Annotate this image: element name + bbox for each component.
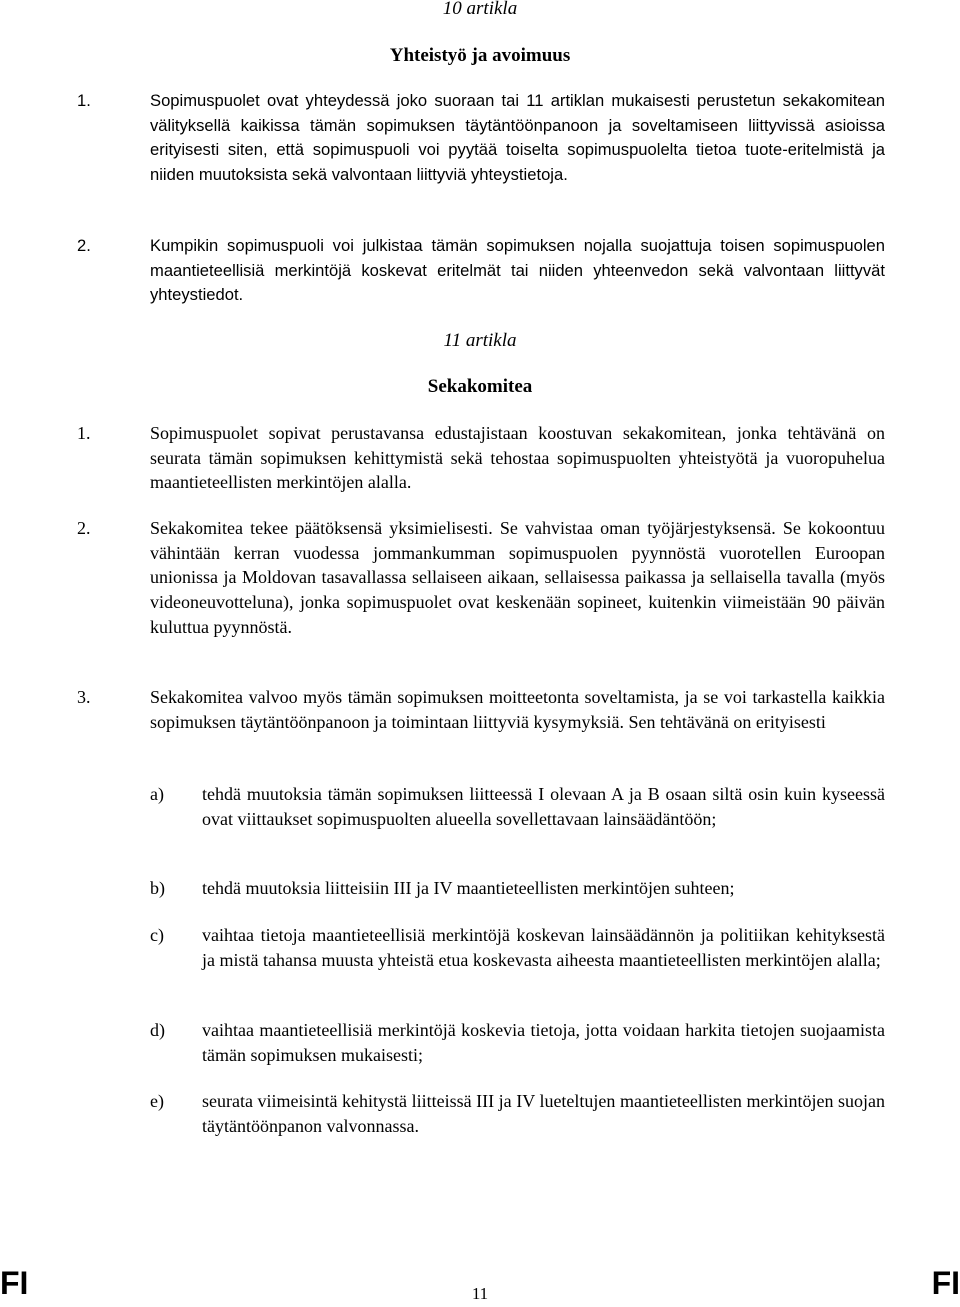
page-number: 11 [471, 1284, 489, 1303]
paragraph-text: Sopimuspuolet sopivat perustavansa edustajistaan koostuvan sekakomitean, jonka tehtävänä on seurata tämän sopimuksen kehittymistä sekä tehostaa sopimuspuolten yhteistyötä ja vuoropuhelua maantieteellisten merkintöjen alalla. [150, 423, 885, 493]
article-10-paragraph-1 [77, 89, 885, 188]
article-11-paragraph-3 [77, 685, 885, 734]
paragraph-text: Kumpikin sopimuspuoli voi julkistaa tämän sopimuksen nojalla suojattuja toisen sopimuspuolen maantieteellisiä merkintöjä koskevat eritelmät tai niiden yhteenvedon sekä valvontaan liittyvät yhteystiedot. [150, 236, 885, 305]
article-11-heading: Sekakomitea [427, 376, 533, 397]
list-item-text: seurata viimeisintä kehitystä liitteissä III ja IV lueteltujen maantieteellisten merkintöjen suojan täytäntöönpanon valvonnassa. [202, 1091, 885, 1136]
paragraph-text: Sekakomitea valvoo myös tämän sopimuksen moitteetonta soveltamista, ja se voi tarkastella kaikkia sopimuksen täytäntöönpanoon ja toimintaan liittyviä kysymyksiä. Sen tehtävänä on erityisesti [150, 687, 885, 732]
paragraph-number: 3. [77, 687, 91, 707]
article-10-heading: Yhteistyö ja avoimuus [389, 45, 571, 66]
list-item-label: c) [150, 925, 164, 945]
paragraph-number: 1. [77, 423, 91, 443]
list-item-label: e) [150, 1091, 164, 1111]
paragraph-number: 1. [77, 91, 91, 110]
article-11-title: 11 artikla [443, 330, 517, 351]
article-11-paragraph-1 [77, 421, 885, 495]
list-item-text: tehdä muutoksia liitteisiin III ja IV maantieteellisten merkintöjen suhteen; [202, 878, 735, 898]
list-item-text: tehdä muutoksia tämän sopimuksen liitteessä I olevaan A ja B osaan siltä osin kuin kyseessä ovat viittaukset sopimuspuolten alueella sovellettavaan lainsäädäntöön; [202, 784, 885, 829]
list-item-a [150, 782, 885, 831]
paragraph-number: 2. [77, 236, 91, 255]
list-item-label: d) [150, 1020, 165, 1040]
list-item-b [150, 876, 885, 901]
list-item-e [150, 1089, 885, 1138]
paragraph-text: Sekakomitea tekee päätöksensä yksimielisesti. Se vahvistaa oman työjärjestyksensä. Se kokoontuu vähintään kerran vuodessa jommankumman sopimuspuolen pyynnöstä vuorotellen Euroopan unionissa ja Moldovan tasavallassa sellaiseen aikaan, sellaisessa paikassa ja sellaisella tavalla (myös videoneuvotteluna), jonka sopimuspuolet ovat keskenään sopineet, kuitenkin viimeistään 90 päivän kuluttua pyynnöstä. [150, 518, 885, 637]
footer-language-left: FI [0, 1265, 29, 1301]
list-item-c [150, 923, 885, 972]
list-item-label: a) [150, 784, 164, 804]
paragraph-text: Sopimuspuolet ovat yhteydessä joko suoraan tai 11 artiklan mukaisesti perustetun sekakomitean välityksellä kaikissa tämän sopimuksen täytäntöönpanoon ja soveltamiseen liittyvissä asioissa erityisesti siten, että sopimuspuoli voi pyytää toiselta sopimuspuolelta tietoa tuote-eritelmistä ja niiden muutoksista sekä valvontaan liittyviä yhteystietoja. [150, 91, 885, 185]
list-item-label: b) [150, 878, 165, 898]
article-10-paragraph-2 [77, 234, 885, 308]
article-10-title: 10 artikla [442, 0, 518, 19]
article-11-paragraph-2 [77, 516, 885, 640]
list-item-text: vaihtaa tietoja maantieteellisiä merkintöjä koskevan lainsäädännön ja politiikan kehityksestä ja mistä tahansa muusta yhteistä etua koskevasta aiheesta maantieteellisten merkintöjen alalla; [202, 925, 885, 970]
list-item-d [150, 1018, 885, 1067]
footer-language-right: FI [931, 1265, 960, 1301]
list-item-text: vaihtaa maantieteellisiä merkintöjä koskevia tietoja, jotta voidaan harkita tietojen suojaamista tämän sopimuksen mukaisesti; [202, 1020, 885, 1065]
paragraph-number: 2. [77, 518, 91, 538]
